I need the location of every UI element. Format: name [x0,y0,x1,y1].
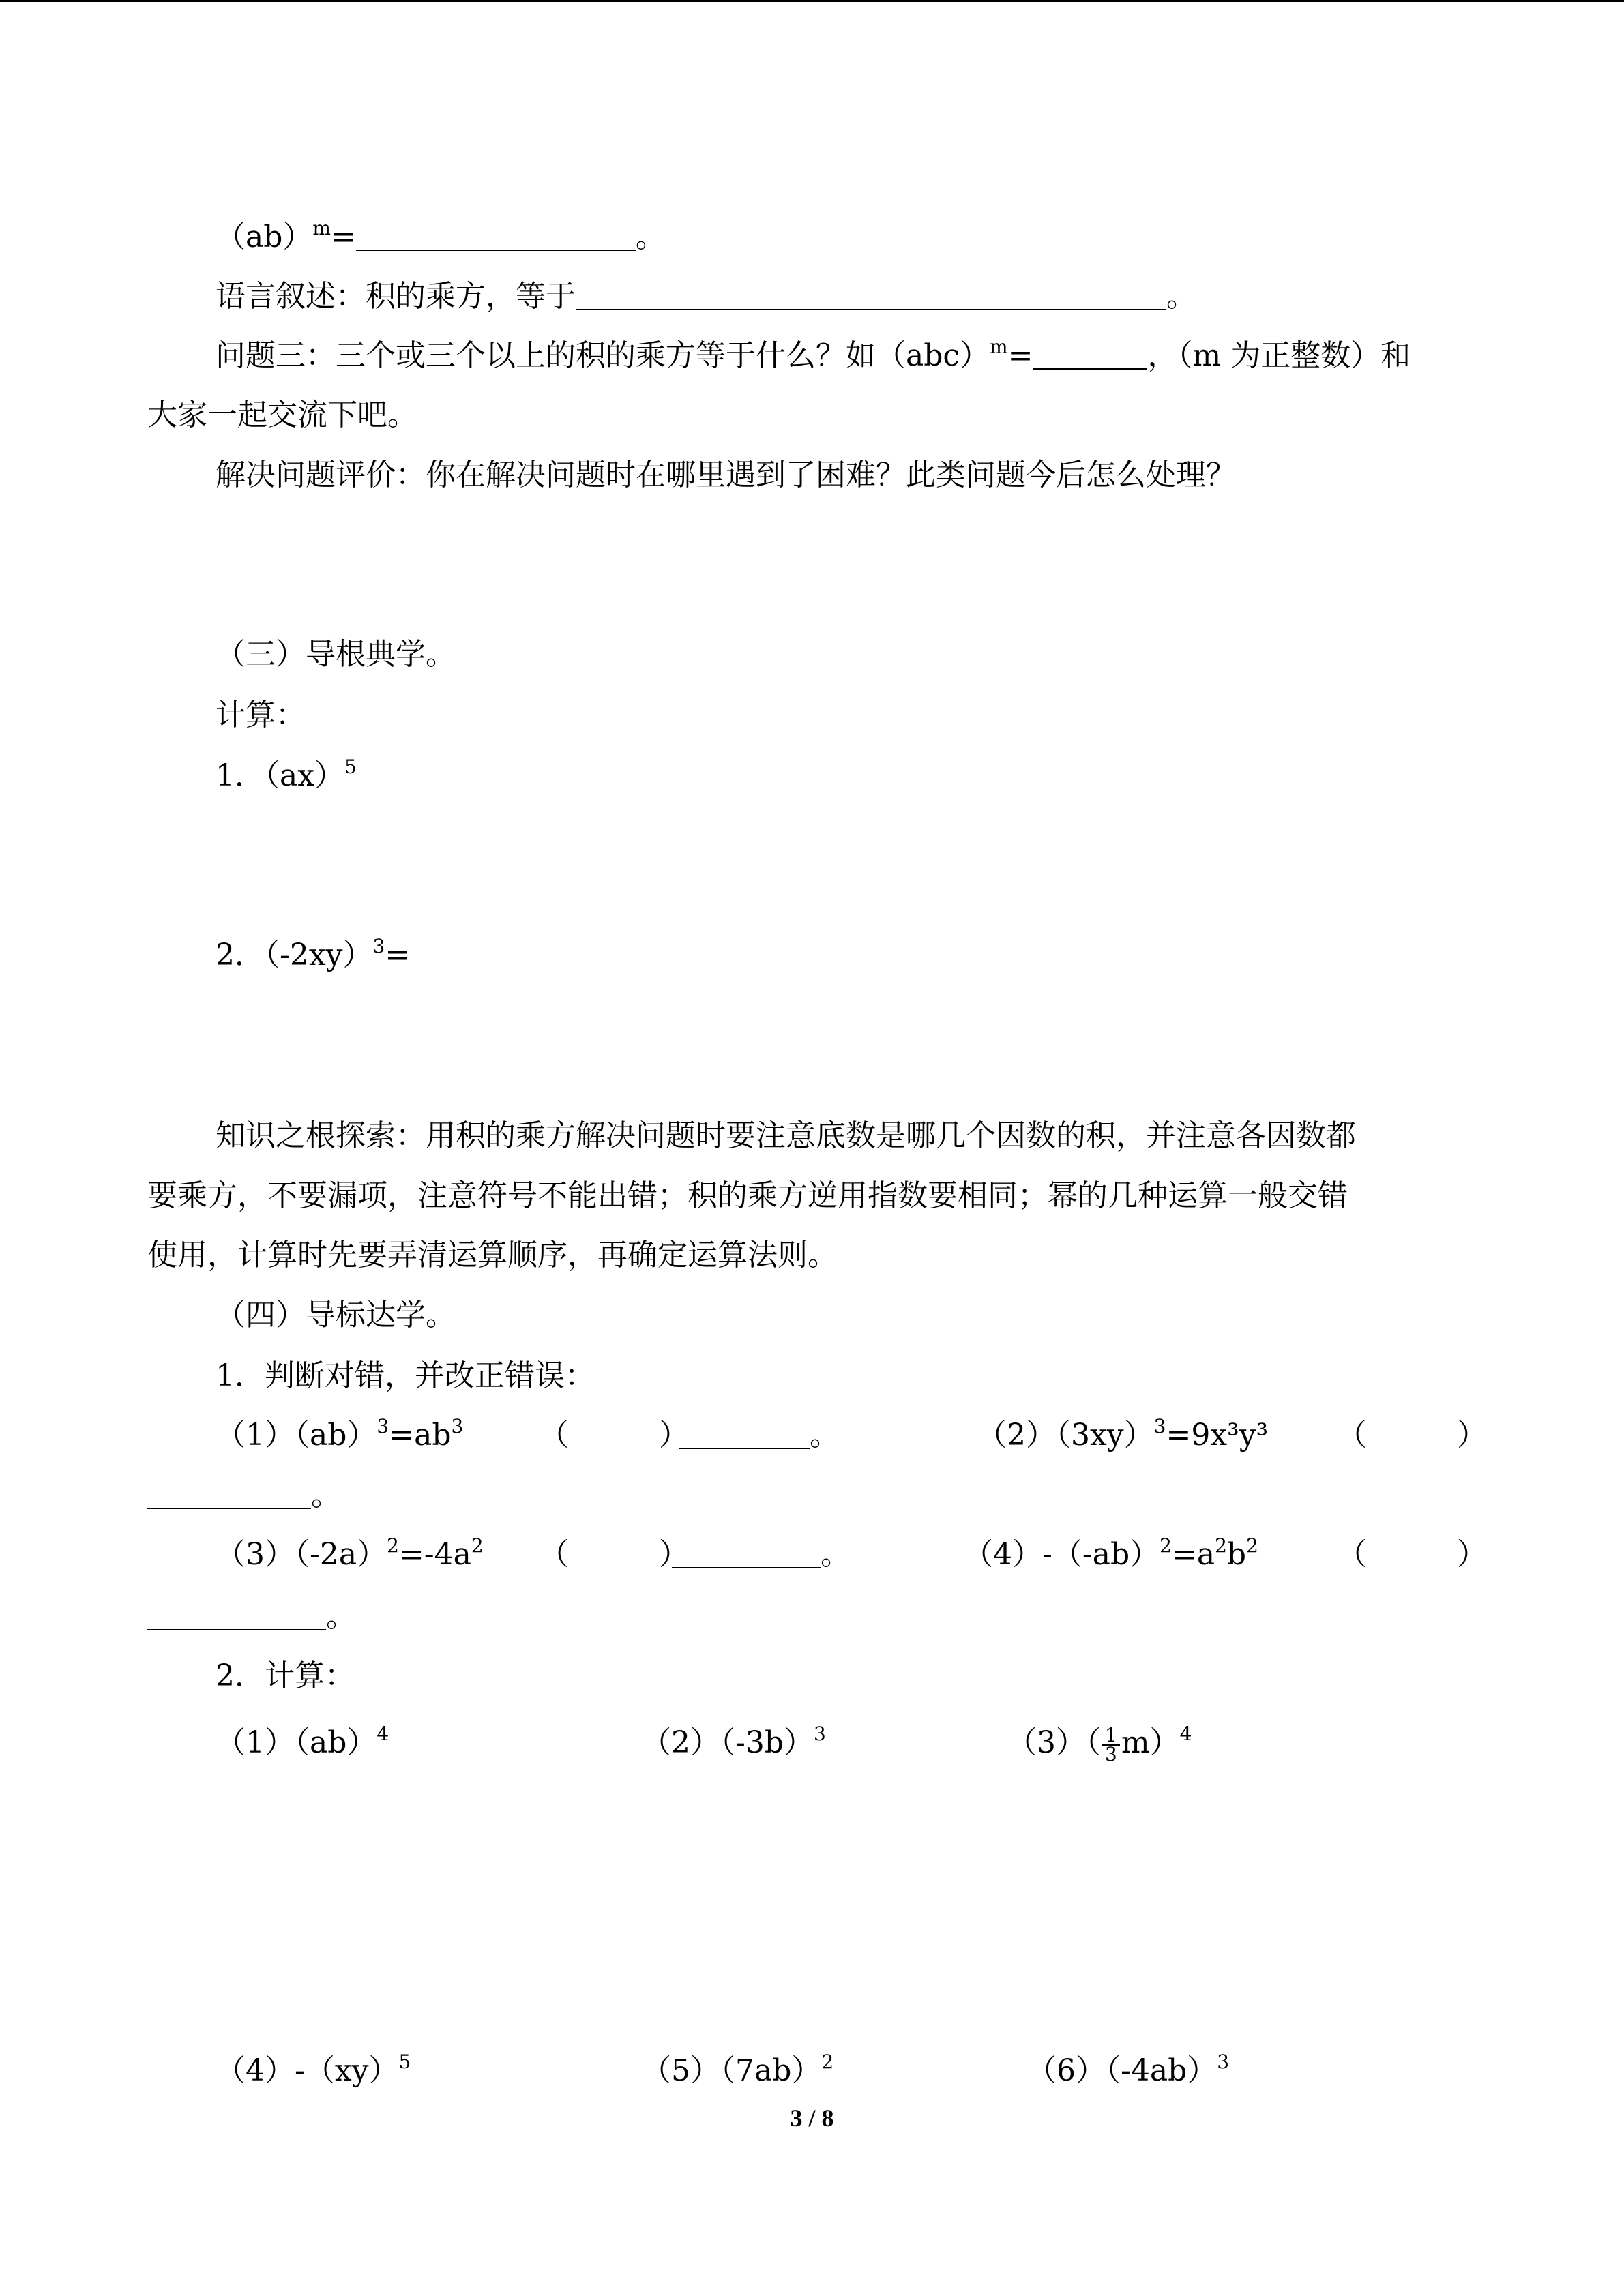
answer-blank[interactable] [1033,338,1147,370]
answer-blank[interactable] [147,1599,326,1630]
judge-item-3-correction: 。 [672,1534,851,1575]
calc-item-6: $(6)(-4ab)^3$ [1027,2051,1230,2088]
calc-item-4: （4）-（xy）$^5$ [216,2051,411,2088]
line-verbal-statement: 语言叙述：积的乘方，等于 。 [216,279,1196,314]
answer-blank[interactable] [147,1478,311,1509]
true-false-heading: 1．判断对错，并改正错误： [216,1358,595,1393]
judge-item-2: $(2)(3xy)^3=9x^3y^3$ [977,1415,1269,1452]
judge-item-4: $(4)-(-ab)^2=a^2b^2$ [963,1534,1258,1572]
calc-item-2: $(2)(-3b)^3$ [641,1723,826,1760]
knowledge-paragraph-line-2: 要乘方，不要漏项，注意符号不能出错；积的乘方逆用指数要相同；幂的几种运算一般交错 [147,1178,1348,1213]
section-four-heading: （四）导标达学。 [216,1298,456,1332]
calc-item-1: （1）（ab）$^4$ [216,1723,389,1760]
knowledge-paragraph-line-3: 使用，计算时先要弄清运算顺序，再确定运算法则。 [147,1238,838,1272]
problem-2: 2．$(-2xy)^3=$ [216,935,411,972]
problem-1: 1．（ax）$^5$ [216,756,357,793]
judge-item-4-paren[interactable]: （ ） [1337,1537,1487,1572]
page-number: 3 / 8 [790,2104,834,2132]
line-question-three-cont: 大家一起交流下吧。 [147,398,417,432]
line-calculate-label: 计算： [216,698,306,732]
judge-item-1-correction: 。 [679,1415,840,1456]
line-question-three: 问题三：三个或三个以上的积的乘方等于什么？如（abc）$^m$= ，（m 为正整数）和 [216,336,1411,373]
answer-blank[interactable] [356,220,636,251]
line-evaluation: 解决问题评价：你在解决问题时在哪里遇到了困难？此类问题今后怎么处理？ [216,458,1236,492]
line-ab-m-power: （ab）$^m$= 。 [216,217,666,254]
answer-blank[interactable] [672,1537,821,1568]
answer-blank[interactable] [679,1418,810,1449]
section-three-heading: （三）导根典学。 [216,637,456,672]
calc-item-5: $(5)(7ab)^2$ [641,2051,834,2088]
knowledge-paragraph-line-1: 知识之根探索：用积的乘方解决问题时要注意底数是哪几个因数的积，并注意各因数都 [216,1118,1356,1153]
calculate-heading: 2．计算： [216,1658,355,1693]
judge-item-3-paren[interactable]: （ ） [539,1537,689,1572]
page-top-border [0,0,1624,2]
judge-item-2-correction: 。 [147,1475,341,1516]
judge-item-4-correction: 。 [147,1596,356,1637]
judge-item-2-paren[interactable]: （ ） [1337,1418,1487,1452]
judge-item-1-paren[interactable]: （ ） [539,1418,689,1452]
answer-blank[interactable] [576,279,1166,310]
judge-item-3: $(3)(-2a)^2=-4a^2$ [216,1534,484,1572]
calc-item-3: （3）（ $\frac{1}{3}$ m）$^4$ [1007,1723,1192,1765]
judge-item-1: $(1)(ab)^3=ab^3$ [216,1415,464,1452]
fraction-one-third: $\frac{1}{3}$ [1102,1727,1120,1763]
